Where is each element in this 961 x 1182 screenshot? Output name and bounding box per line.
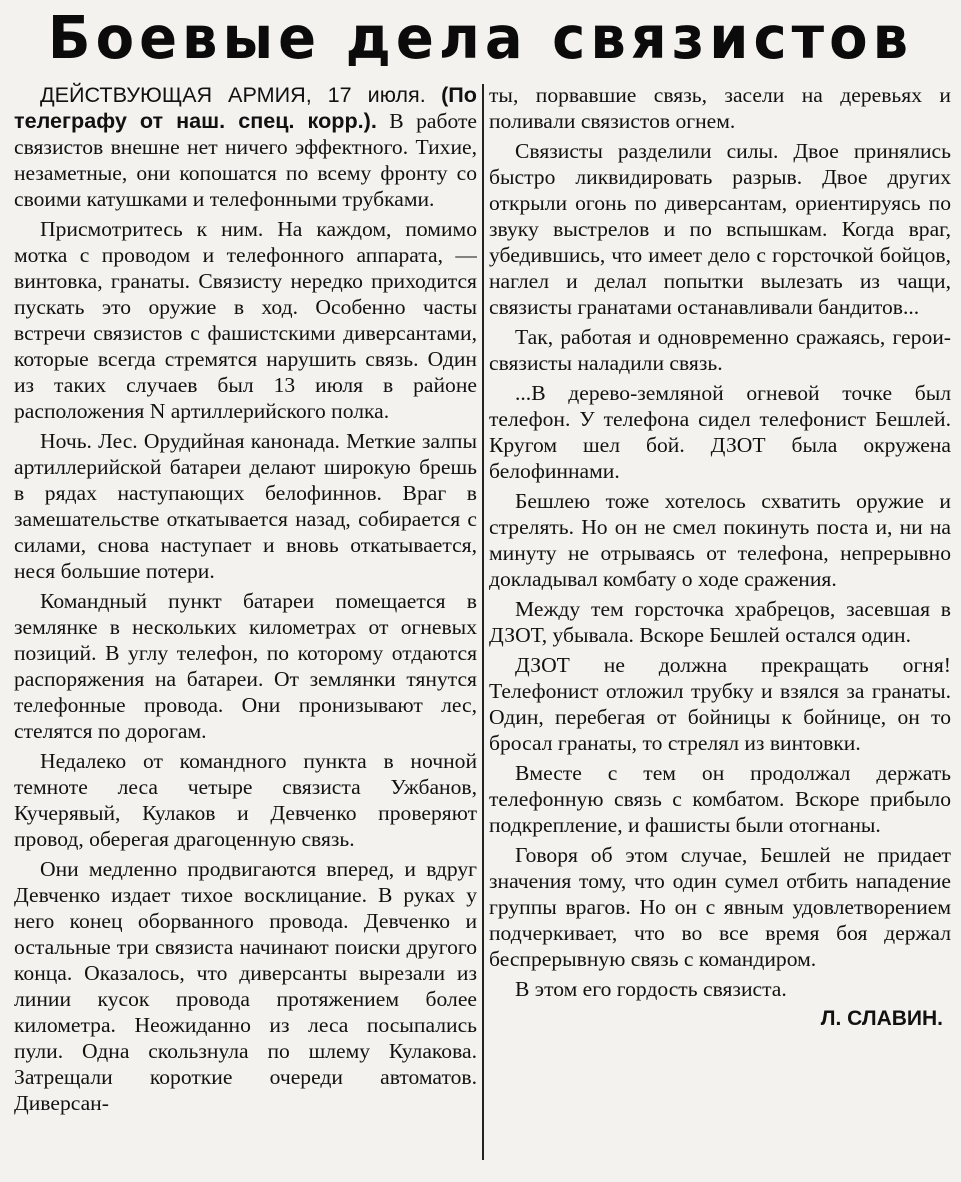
paragraph: Ночь. Лес. Орудийная канонада. Меткие залпы артиллерийской батареи делают широкую брешь в рядах наступающих белофиннов. Враг в замешательстве откатывается назад, собирается с силами, снова наступает и вновь откатывается, неся большие потери. <box>14 429 477 583</box>
paragraph: Между тем горсточка храбрецов, засевшая в ДЗОТ, убывала. Вскоре Бешлей остался один. <box>489 597 951 647</box>
article-column-right <box>489 82 951 1176</box>
paragraph: Так, работая и одновременно сражаясь, герои-связисты наладили связь. <box>489 325 951 375</box>
paragraph: Командный пункт батареи помещается в землянке в нескольких километрах от огневых позиций. В углу телефон, по которому отдаются распоряжения на батареи. От землянки тянутся телефонные провода. Они пронизывают лес, стелятся по дорогам. <box>14 589 477 743</box>
paragraph: Говоря об этом случае, Бешлей не придает значения тому, что один сумел отбить нападение группы врагов. Но он с явным удовлетворением подчеркивает, что во все время боя держал беспрерывную связь с командиром. <box>489 843 951 971</box>
paragraph-continuation: ты, порвавшие связь, засели на деревьях и поливали связистов огнем. <box>489 83 951 133</box>
paragraph: Присмотритесь к ним. На каждом, помимо мотка с проводом и телефонного аппарата, — винтовка, гранаты. Связисту нередко приходится пускать это оружие в ход. Особенно часты встречи связистов с фашистскими диверсантами, которые всегда стремятся нарушить связь. Один из таких случаев был 13 июля в районе расположения N артиллерийского полка. <box>14 217 477 423</box>
author-signature: Л. СЛАВИН. <box>820 1007 943 1030</box>
paragraph: Связисты разделили силы. Двое принялись быстро ликвидировать разрыв. Двое других открыли огонь по диверсантам, ориентируясь по звуку выстрелов и по вспышкам. Когда враг, убедившись, что имеет дело с горсточкой бойцов, наглел и делал попытки вылезать из чащи, связисты гранатами останавливали бандитов... <box>489 139 951 319</box>
dateline-place-date: ДЕЙСТВУЮЩАЯ АРМИЯ, 17 июля. <box>40 82 426 107</box>
paragraph: ...В дерево-земляной огневой точке был телефон. У телефона сидел телефонист Бешлей. Кругом шел бой. ДЗОТ была окружена белофиннами. <box>489 381 951 483</box>
paragraph: ДЗОТ не должна прекращать огня! Телефонист отложил трубку и взялся за гранаты. Один, перебегая от бойницы к бойнице, он то бросал гранаты, то стрелял из винтовки. <box>489 653 951 755</box>
lead-text: В работе связистов внешне нет ничего эффектного. Тихие, незаметные, они копошатся по всему фронту со своими катушками и телефонными трубками. <box>14 109 477 211</box>
paragraph: Бешлею тоже хотелось схватить оружие и стрелять. Но он не смел покинуть поста и, ни на минуту не отрываясь от телефона, непрерывно докладывал комбату о ходе сражения. <box>489 489 951 591</box>
paragraph: Вместе с тем он продолжал держать телефонную связь с комбатом. Вскоре прибыло подкрепление, и фашисты были отогнаны. <box>489 761 951 837</box>
article-column-left <box>14 82 477 1176</box>
paragraph: Они медленно продвигаются вперед, и вдруг Девченко издает тихое восклицание. В руках у него конец оборванного провода. Девченко и остальные три связиста начинают поиски другого конца. Оказалось, что диверсанты вырезали из линии кусок провода протяжением более километра. Неожиданно из леса посыпались пули. Одна скользнула по шлему Кулакова. Затрещали короткие очереди автоматов. Диверсан- <box>14 857 477 1115</box>
paragraph: В этом его гордость связиста. <box>515 977 787 1001</box>
lead-paragraph <box>14 82 477 212</box>
column-divider <box>482 84 484 1160</box>
paragraph: Недалеко от командного пункта в ночной темноте леса четыре связиста Ужбанов, Кучерявый, Кулаков и Девченко проверяют провод, оберегая драгоценную связь. <box>14 749 477 851</box>
dateline-source: (По телеграфу от наш. спец. корр.). <box>14 82 477 133</box>
article-headline: Боевые дела связистов <box>47 4 914 73</box>
